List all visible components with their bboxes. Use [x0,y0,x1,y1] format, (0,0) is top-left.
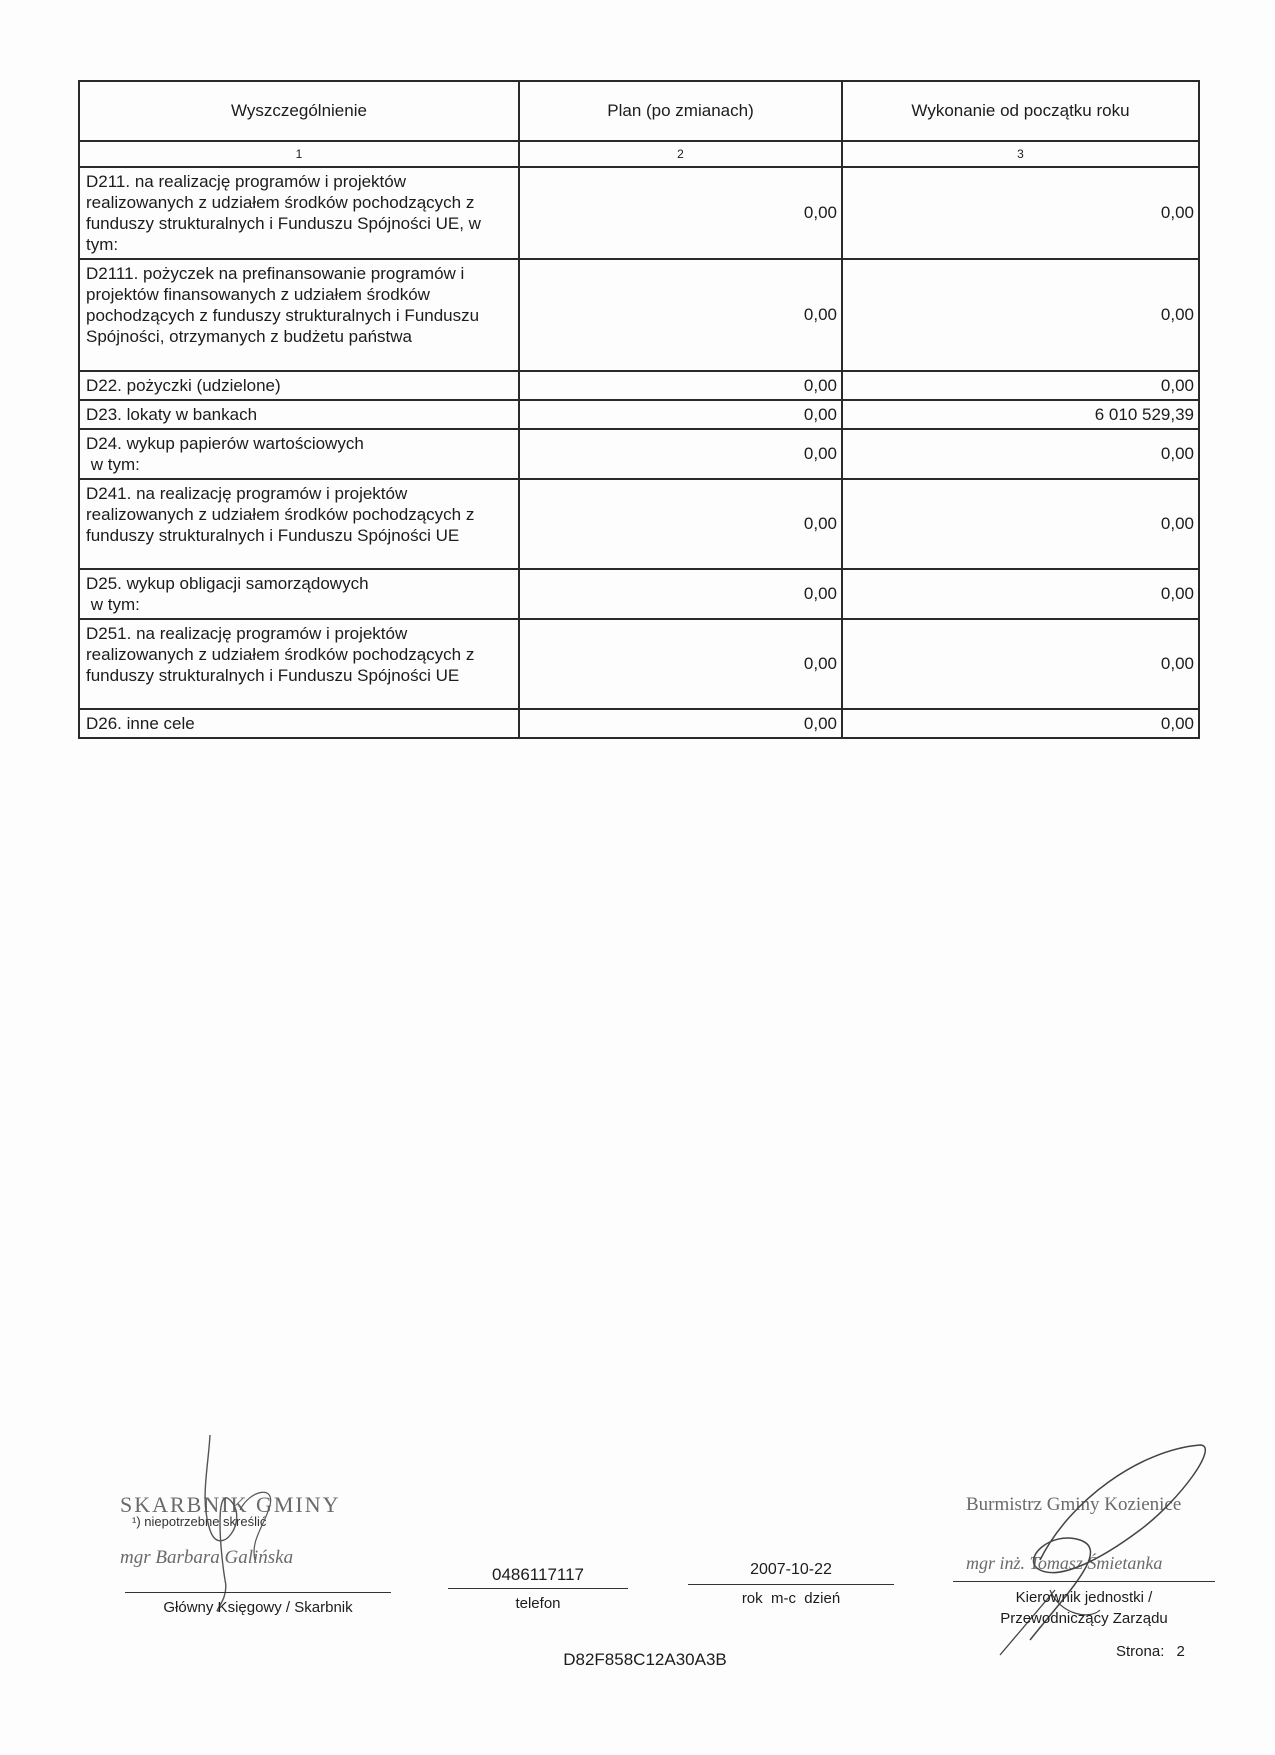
row-execution-value: 0,00 [842,619,1199,709]
mayor-stamp-name: mgr inż. Tomasz Śmietanka [966,1553,1163,1573]
page-label: Strona: [1116,1643,1165,1660]
row-description: D2111. pożyczek na prefinansowanie programów i projektów finansowanych z udziałem środków pochodzących z funduszy strukturalnych i Funduszu Spójności, otrzymanych z budżetu państwa [79,259,519,371]
mayor-label-line-2: Przewodniczący Zarządu [1000,1610,1168,1627]
table-row [79,371,1199,400]
treasurer-stamp-title: SKARBNIK GMINY [120,1492,341,1517]
row-plan-value: 0,00 [519,429,842,479]
column-number: 2 [519,141,842,167]
budget-table [78,80,1200,739]
row-description: D23. lokaty w bankach [79,400,519,429]
table-row [79,709,1199,738]
mayor-signature [980,1440,1220,1660]
table-row [79,400,1199,429]
row-description [79,429,519,479]
column-number: 3 [842,141,1199,167]
column-number-row [79,141,1199,167]
row-plan-value: 0,00 [519,167,842,259]
row-plan-value: 0,00 [519,569,842,619]
row-description: D22. pożyczki (udzielone) [79,371,519,400]
page-number-value: 2 [1176,1643,1185,1660]
header-description: Wyszczególnienie [79,81,519,141]
row-execution-value: 0,00 [842,709,1199,738]
date-label: rok m-c dzień [741,1590,841,1607]
phone-value: 0486117117 [491,1565,585,1584]
row-plan-value: 0,00 [519,400,842,429]
row-description-line: D25. wykup obligacji samorządowych w tym: [86,574,369,614]
table-row [79,429,1199,479]
row-execution-value: 0,00 [842,259,1199,371]
date-value: 2007-10-22 [750,1561,832,1578]
row-description: D241. na realizację programów i projektów realizowanych z udziałem środków pochodzących z funduszy strukturalnych i Funduszu Spójności UE [79,479,519,569]
date-line [688,1584,894,1585]
row-plan-value: 0,00 [519,371,842,400]
header-row [79,81,1199,141]
row-description: D251. na realizację programów i projektów realizowanych z udziałem środków pochodzących z funduszy strukturalnych i Funduszu Spójności UE [79,619,519,709]
header-execution: Wykonanie od początku roku [842,81,1199,141]
row-description: D26. inne cele [79,709,519,738]
table-row [79,167,1199,259]
phone-line [448,1588,628,1589]
treasurer-signature-line [125,1592,391,1593]
table-row [79,259,1199,371]
phone-label: telefon [515,1595,561,1612]
row-execution-value: 0,00 [842,479,1199,569]
column-number: 1 [79,141,519,167]
treasurer-label: Główny Księgowy / Skarbnik [163,1599,353,1616]
page-number [1116,1643,1185,1660]
row-plan-value: 0,00 [519,619,842,709]
header-plan: Plan (po zmianach) [519,81,842,141]
row-execution-value: 0,00 [842,429,1199,479]
row-execution-value: 6 010 529,39 [842,400,1199,429]
mayor-label-line-1: Kierownik jednostki / [1015,1589,1153,1606]
row-plan-value: 0,00 [519,709,842,738]
table-row [79,619,1199,709]
footnote: ¹) niepotrzebne skreślić [132,1514,267,1529]
row-execution-value: 0,00 [842,371,1199,400]
row-description [79,569,519,619]
row-execution-value: 0,00 [842,167,1199,259]
mayor-stamp-title: Burmistrz Gminy Kozienice [966,1494,1182,1515]
row-description-line: D24. wykup papierów wartościowych w tym: [86,434,364,474]
treasurer-stamp-name: mgr Barbara Galińska [120,1547,294,1568]
row-plan-value: 0,00 [519,259,842,371]
document-code: D82F858C12A30A3B [563,1650,727,1669]
table-row [79,479,1199,569]
mayor-signature-line [953,1581,1215,1582]
row-execution-value: 0,00 [842,569,1199,619]
row-description: D211. na realizację programów i projektów realizowanych z udziałem środków pochodzących z funduszy strukturalnych i Funduszu Spójności UE, w tym: [79,167,519,259]
row-plan-value: 0,00 [519,479,842,569]
table-row [79,569,1199,619]
